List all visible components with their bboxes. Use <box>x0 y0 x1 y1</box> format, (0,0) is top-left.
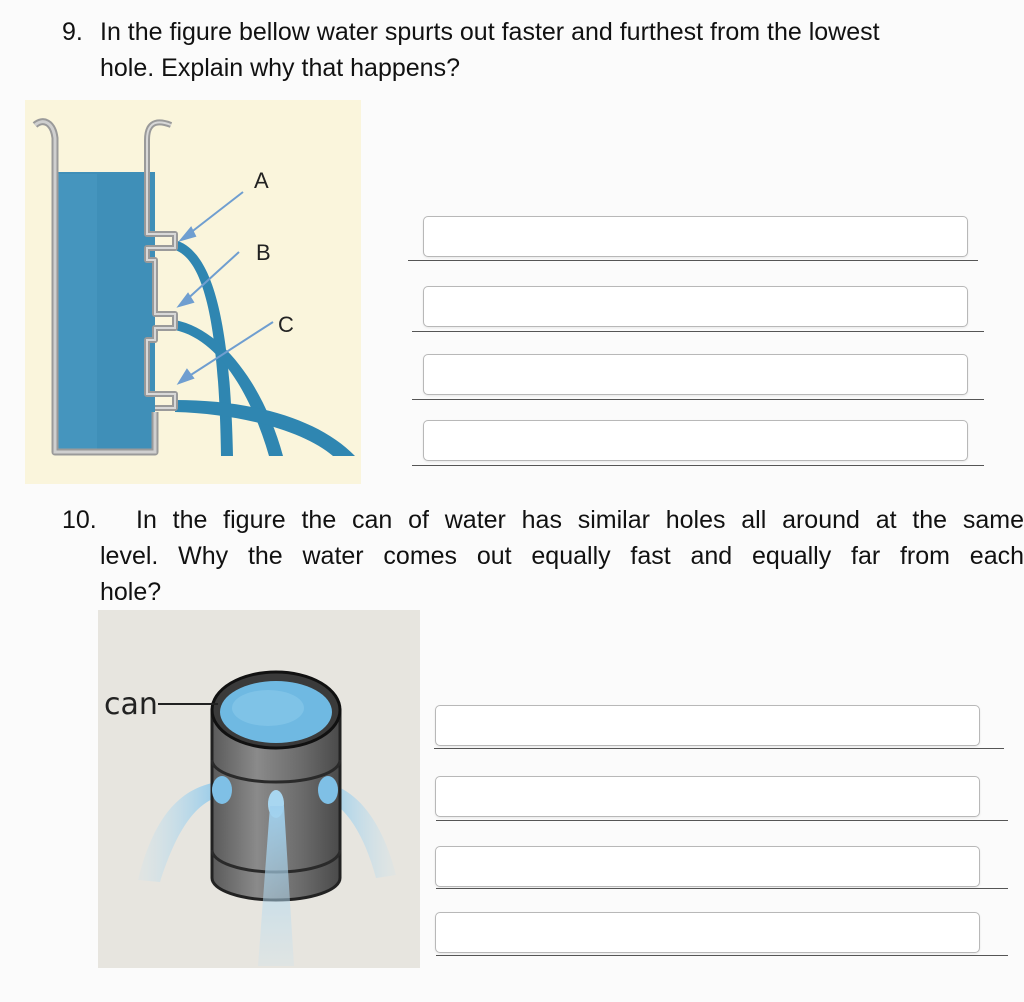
question-10-number: 10. <box>62 506 97 534</box>
q9-answer-input-1[interactable] <box>423 216 968 257</box>
q10-answer-line-1 <box>434 748 1004 749</box>
question-10-line-1: In the figure the can of water has similar holes all around at the same <box>136 506 1024 534</box>
q9-answer-input-4[interactable] <box>423 420 968 461</box>
q10-answer-input-3[interactable] <box>435 846 980 887</box>
question-9-line-2: hole. Explain why that happens? <box>100 54 460 82</box>
q10-answer-line-3 <box>436 888 1008 889</box>
q10-answer-input-1[interactable] <box>435 705 980 746</box>
question-10-first-line <box>62 502 1024 538</box>
q9-answer-line-2 <box>412 331 984 332</box>
q9-answer-line-1 <box>408 260 978 261</box>
q10-answer-input-2[interactable] <box>435 776 980 817</box>
label-c: C <box>278 312 294 337</box>
water-surface-highlight <box>232 690 304 726</box>
water-can-figure <box>98 610 420 968</box>
water-tank-figure <box>25 100 361 484</box>
question-10-line-2: level. Why the water comes out equally fast and equally far from each <box>100 542 1024 570</box>
question-10-text <box>62 502 1024 610</box>
question-9-text <box>62 14 1022 86</box>
q9-answer-input-2[interactable] <box>423 286 968 327</box>
label-b: B <box>256 240 271 265</box>
question-9-line-1: In the figure bellow water spurts out faster and furthest from the lowest <box>100 18 880 46</box>
water-highlight <box>57 174 97 450</box>
q9-answer-input-3[interactable] <box>423 354 968 395</box>
q10-answer-input-4[interactable] <box>435 912 980 953</box>
can-label: can <box>104 687 158 722</box>
can-hole-left <box>212 776 232 804</box>
q10-answer-line-2 <box>436 820 1008 821</box>
question-9-number: 9. <box>62 18 83 46</box>
can-hole-right <box>318 776 338 804</box>
label-a: A <box>254 168 269 193</box>
question-10-line-3: hole? <box>100 578 162 606</box>
q9-answer-line-3 <box>412 399 984 400</box>
q10-answer-line-4 <box>436 955 1008 956</box>
q9-answer-line-4 <box>412 465 984 466</box>
